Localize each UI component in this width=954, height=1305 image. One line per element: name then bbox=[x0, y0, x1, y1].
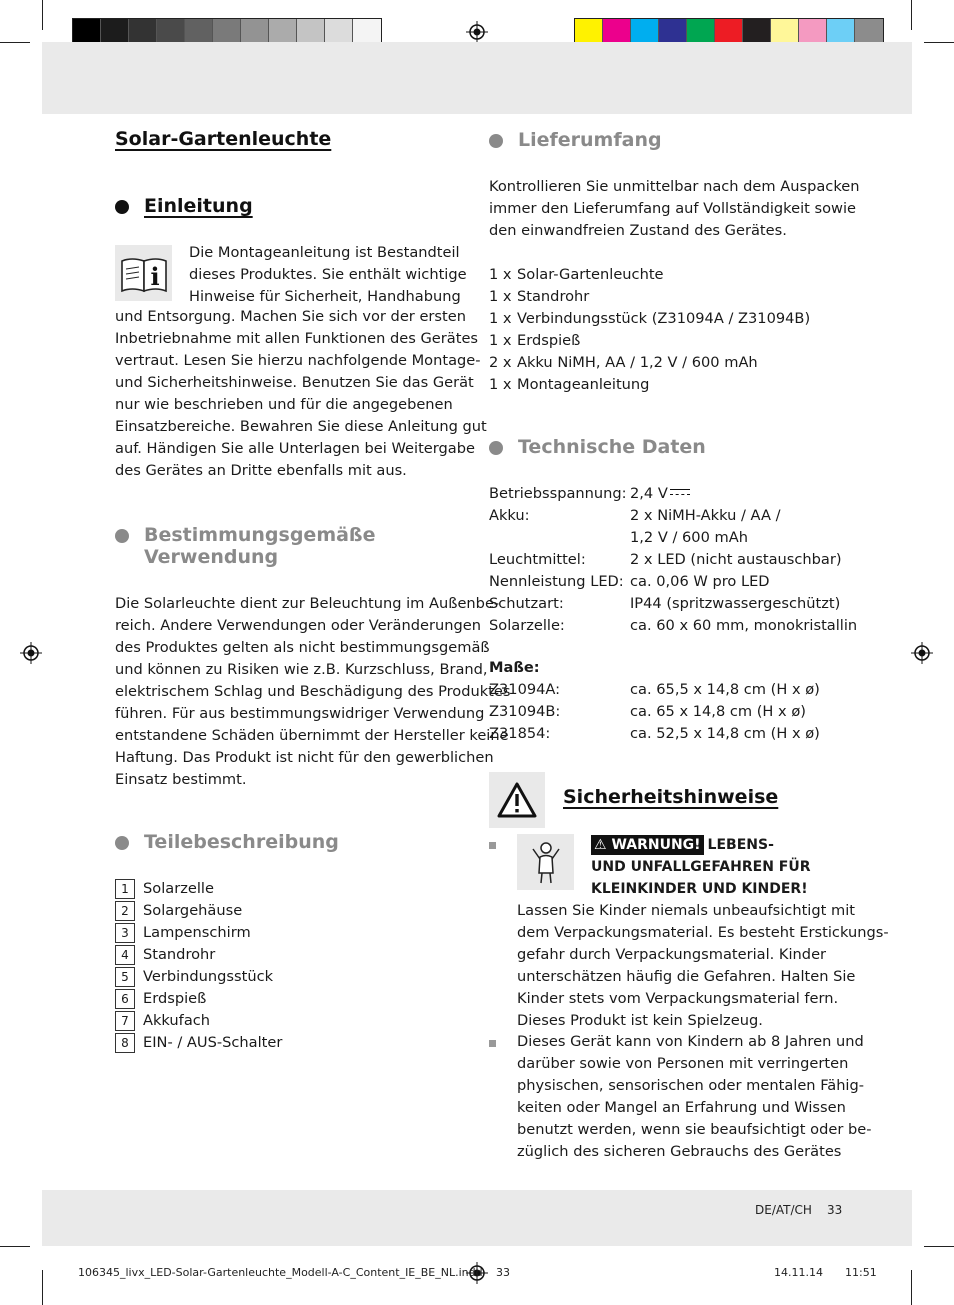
dc-symbol-icon bbox=[670, 489, 690, 500]
warning-badge: ⚠ WARNUNG! bbox=[591, 835, 704, 855]
part-number-box: 6 bbox=[115, 989, 135, 1009]
footer-language: DE/AT/CH bbox=[755, 1203, 812, 1217]
tech-label: Leuchtmittel: bbox=[489, 551, 586, 568]
crop-mark bbox=[42, 0, 43, 30]
crop-mark bbox=[924, 1246, 954, 1247]
section-bullet-icon bbox=[115, 529, 129, 543]
einleitung-text-short: Die Montageanleitung ist Bestandteil dieses Produktes. Sie enthält wichtige Hinweise für Sicherheit, Handhabung bbox=[189, 244, 467, 305]
header-band bbox=[42, 42, 912, 114]
child-hazard-icon bbox=[517, 834, 574, 890]
part-number-box: 2 bbox=[115, 901, 135, 921]
model-label: Z31094B: bbox=[489, 703, 561, 720]
part-label: Verbindungsstück bbox=[143, 968, 274, 985]
part-number-box: 4 bbox=[115, 945, 135, 965]
model-dimension: ca. 65 x 14,8 cm (H x ø) bbox=[630, 703, 806, 720]
delivery-qty: 1 x bbox=[489, 310, 512, 327]
footer-file-page: 33 bbox=[496, 1266, 510, 1279]
einleitung-text: und Entsorgung. Machen Sie sich vor der ersten Inbetriebnahme mit allen Funktionen des Gerätes vertraut. Lesen Sie hierzu nachfolgende Montage- und Sicherheitshinweise. Benutzen Sie das Gerät nur wie beschrieben und für die angegebenen Einsatzbereiche. Bewahren Sie diese Anleitung gut auf. Händigen Sie alle Unterlagen bei Weitergabe des Gerätes an Dritte ebenfalls mit aus. bbox=[115, 308, 487, 479]
tech-label: Solarzelle: bbox=[489, 617, 565, 634]
crop-mark bbox=[911, 0, 912, 30]
tech-label: Nennleistung LED: bbox=[489, 573, 624, 590]
section-heading-einleitung: Einleitung bbox=[115, 195, 253, 217]
warning-badge-triangle-icon: ⚠ bbox=[594, 837, 607, 853]
registration-mark-icon bbox=[911, 642, 933, 664]
registration-mark-icon bbox=[20, 642, 42, 664]
model-label: Z31094A: bbox=[489, 681, 561, 698]
bestimmung-text: Die Solarleuchte dient zur Beleuchtung im Außenbe- reich. Andere Verwendungen oder Veränderungen des Produktes gelten als nicht bestimmungsgemäß und können zu Risiken wie z.B. Kurzschluss, Brand, elektrischem Schlag und Beschädigung des Produktes führen. Für aus bestimmungswidriger Verwendung entstandene Schäden übernimmt der Hersteller keine Haftung. Das Produkt ist nicht für den gewerblichen Einsatz bestimmt. bbox=[115, 595, 511, 788]
delivery-qty: 2 x bbox=[489, 354, 512, 371]
section-heading-sicherheit: Sicherheitshinweise bbox=[563, 786, 779, 808]
section-bullet-icon bbox=[115, 836, 129, 850]
footer-page-number: 33 bbox=[827, 1203, 843, 1217]
crop-mark bbox=[924, 42, 954, 43]
tech-value: IP44 (spritzwassergeschützt) bbox=[630, 595, 841, 612]
part-label: Akkufach bbox=[143, 1012, 211, 1029]
delivery-item: Akku NiMH, AA / 1,2 V / 600 mAh bbox=[517, 354, 758, 371]
crop-mark bbox=[42, 1270, 43, 1305]
warning-text: Lassen Sie Kinder niemals unbeaufsichtigt mit dem Verpackungsmaterial. Es besteht Erstickungs- gefahr durch Verpackungsmaterial. Kinder unterschätzen häufig die Gefahren. Halten Sie Kinder stets vom Verpackungsmaterial fern. Dieses Produkt ist kein Spielzeug. bbox=[517, 902, 889, 1029]
tech-label: Schutzart: bbox=[489, 595, 564, 612]
part-number-box: 3 bbox=[115, 923, 135, 943]
svg-text:i: i bbox=[149, 262, 160, 291]
info-manual-icon bbox=[115, 245, 172, 301]
part-label: Solargehäuse bbox=[143, 902, 243, 919]
part-label: EIN- / AUS-Schalter bbox=[143, 1034, 283, 1051]
crop-mark bbox=[0, 1246, 30, 1247]
delivery-qty: 1 x bbox=[489, 288, 512, 305]
model-dimension: ca. 52,5 x 14,8 cm (H x ø) bbox=[630, 725, 820, 742]
part-label: Erdspieß bbox=[143, 990, 207, 1007]
page-title: Solar-Gartenleuchte bbox=[115, 128, 332, 150]
crop-mark bbox=[0, 42, 30, 43]
tech-value: 2 x NiMH-Akku / AA / bbox=[630, 507, 781, 524]
lieferumfang-intro: Kontrollieren Sie unmittelbar nach dem Auspacken immer den Lieferumfang auf Vollständigkeit sowie den einwandfreien Zustand des Gerätes. bbox=[489, 178, 860, 239]
part-label: Lampenschirm bbox=[143, 924, 251, 941]
section-heading-bestimmung: Bestimmungsgemäße Verwendung bbox=[115, 524, 376, 568]
list-bullet-icon bbox=[489, 1040, 496, 1047]
delivery-item: Montageanleitung bbox=[517, 376, 650, 393]
section-bullet-icon bbox=[115, 200, 129, 214]
footer-date: 14.11.14 bbox=[774, 1266, 823, 1279]
delivery-item: Erdspieß bbox=[517, 332, 581, 349]
tech-value: 2,4 V bbox=[630, 483, 690, 505]
tech-value: ca. 0,06 W pro LED bbox=[630, 573, 770, 590]
footer-band bbox=[42, 1190, 912, 1246]
delivery-qty: 1 x bbox=[489, 376, 512, 393]
model-label: Z31854: bbox=[489, 725, 551, 742]
tech-label: Betriebsspannung: bbox=[489, 485, 627, 502]
part-number-box: 8 bbox=[115, 1033, 135, 1053]
part-number-box: 7 bbox=[115, 1011, 135, 1031]
delivery-item: Solar-Gartenleuchte bbox=[517, 266, 664, 283]
safety-text-children: Dieses Gerät kann von Kindern ab 8 Jahren und darüber sowie von Personen mit verringerten physischen, sensorischen oder mentalen Fähig- keiten oder Mangel an Erfahrung und Wissen benutzt werden, wenn sie beaufsichtigt oder be- züglich des sicheren Gebrauchs des Gerätes bbox=[517, 1033, 872, 1160]
section-bullet-icon bbox=[489, 134, 503, 148]
section-bullet-icon bbox=[489, 441, 503, 455]
warning-title: ⚠ WARNUNG! LEBENS- UND UNFALLGEFAHREN FÜR KLEINKINDER UND KINDER! bbox=[591, 837, 811, 897]
delivery-item: Verbindungsstück (Z31094A / Z31094B) bbox=[517, 310, 811, 327]
part-label: Standrohr bbox=[143, 946, 216, 963]
tech-label: Akku: bbox=[489, 507, 530, 524]
masse-heading: Maße: bbox=[489, 659, 540, 676]
delivery-qty: 1 x bbox=[489, 266, 512, 283]
section-heading-lieferumfang: Lieferumfang bbox=[489, 129, 662, 151]
part-label: Solarzelle bbox=[143, 880, 214, 897]
footer-time: 11:51 bbox=[845, 1266, 877, 1279]
tech-value: ca. 60 x 60 mm, monokristallin bbox=[630, 617, 858, 634]
warning-triangle-icon bbox=[489, 772, 545, 828]
tech-value: 1,2 V / 600 mAh bbox=[630, 529, 748, 546]
part-number-box: 1 bbox=[115, 879, 135, 899]
section-heading-teile: Teilebeschreibung bbox=[115, 831, 339, 853]
model-dimension: ca. 65,5 x 14,8 cm (H x ø) bbox=[630, 681, 820, 698]
crop-mark bbox=[911, 1270, 912, 1305]
tech-value: 2 x LED (nicht austauschbar) bbox=[630, 551, 842, 568]
delivery-qty: 1 x bbox=[489, 332, 512, 349]
registration-mark-icon bbox=[466, 21, 488, 43]
part-number-box: 5 bbox=[115, 967, 135, 987]
section-heading-technik: Technische Daten bbox=[489, 436, 706, 458]
delivery-item: Standrohr bbox=[517, 288, 590, 305]
list-bullet-icon bbox=[489, 842, 496, 849]
footer-filename: 106345_livx_LED-Solar-Gartenleuchte_Modell-A-C_Content_IE_BE_NL.indd bbox=[78, 1266, 483, 1279]
